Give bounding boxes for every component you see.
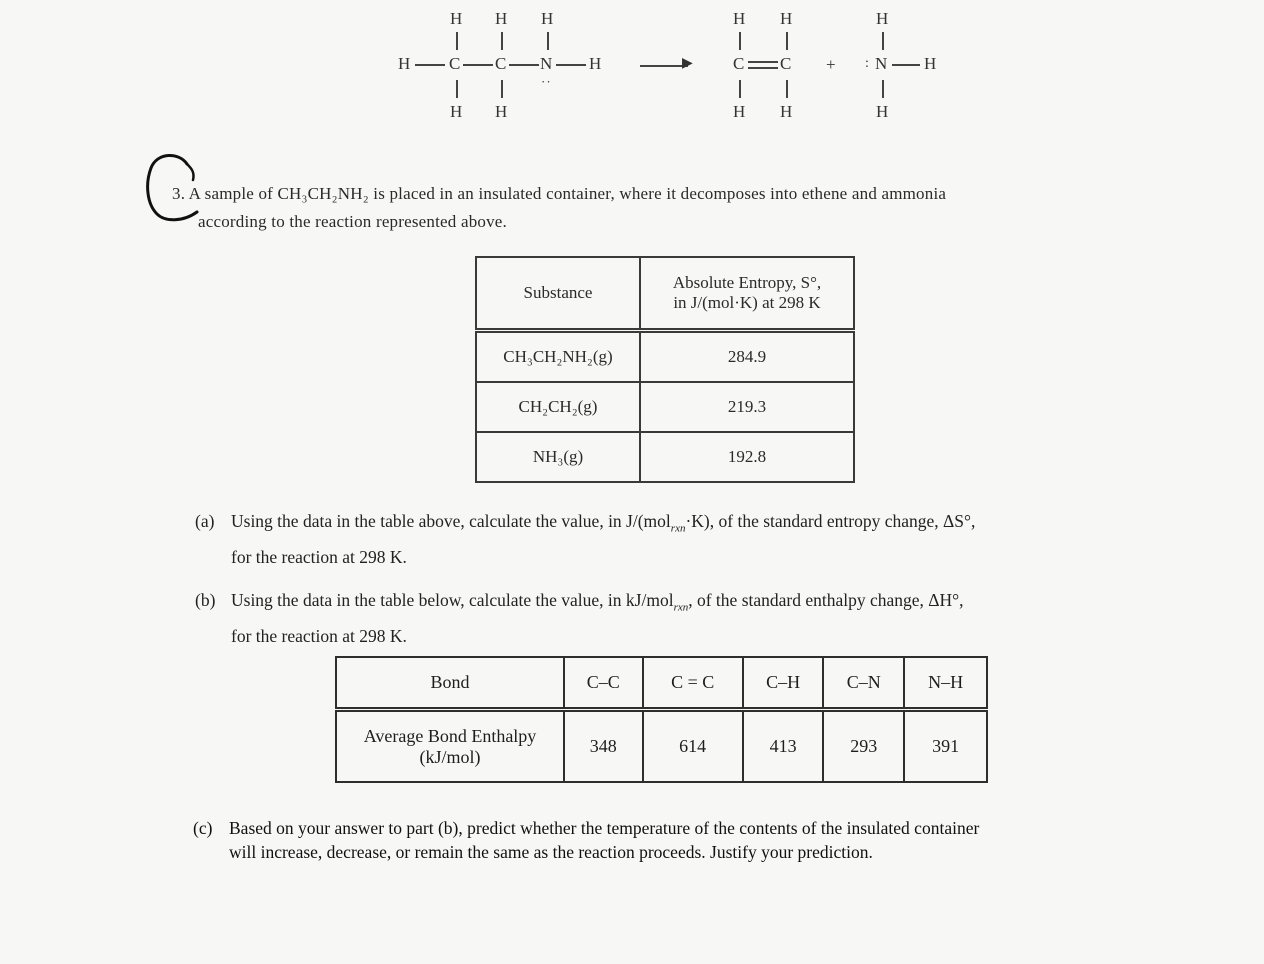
plus-sign: + (826, 55, 836, 74)
question-number: 3. (172, 184, 186, 203)
entropy-cell: 284.9 (640, 331, 854, 383)
part-a (195, 507, 1195, 571)
atom-h: H (495, 102, 508, 121)
table-row (476, 432, 854, 482)
atom-n: N (540, 54, 553, 73)
header-substance: Substance (476, 257, 640, 331)
substance-cell: NH₃(g) (476, 432, 640, 482)
atom-h: H (780, 102, 793, 121)
atom-c: C (780, 54, 792, 73)
enthalpy-cell: 293 (823, 710, 904, 783)
enthalpy-row-label (336, 710, 564, 783)
lone-pair: : (865, 56, 869, 71)
entropy-cell: 219.3 (640, 382, 854, 432)
part-c-line-1: Based on your answer to part (b), predict whether the temperature of the contents of the insulated container (229, 818, 980, 838)
atom-h: H (780, 9, 793, 28)
bond-cell: C–H (743, 657, 824, 710)
bond-cell: C = C (643, 657, 743, 710)
part-a-line-1: Using the data in the table above, calculate the value, in J/(mol (231, 511, 671, 531)
table-header-row (476, 257, 854, 331)
question-intro (172, 180, 1172, 236)
entropy-table (475, 256, 855, 483)
atom-h: H (589, 54, 602, 73)
part-a-line-2: for the reaction at 298 K. (231, 546, 407, 567)
question-line-2: according to the reaction represented above. (198, 212, 507, 231)
enthalpy-cell: 413 (743, 710, 824, 783)
part-b-subscript: rxn (673, 601, 689, 614)
atom-h: H (450, 102, 463, 121)
entropy-cell: 192.8 (640, 432, 854, 482)
table-row (476, 382, 854, 432)
part-b-line-1: Using the data in the table below, calculate the value, in kJ/mol (231, 590, 674, 610)
substance-cell: CH₃CH₂NH₂(g) (476, 331, 640, 383)
table-row (476, 331, 854, 383)
part-b (195, 586, 1195, 650)
part-a-line-1-end: ·K), of the standard entropy change, ΔS°, (685, 511, 976, 531)
atom-h: H (924, 54, 937, 73)
atom-h: H (876, 102, 889, 121)
atom-h: H (541, 9, 554, 28)
bond-enthalpy-table (335, 656, 988, 783)
part-b-label: (b) (195, 590, 216, 610)
enthalpy-cell: 391 (904, 710, 987, 783)
enthalpy-label-line-1: Average Bond Enthalpy (363, 725, 537, 746)
table-header-row (336, 657, 987, 710)
arrow-head-icon: ▶ (682, 56, 693, 71)
header-entropy-line-2: in J/(mol·K) at 298 K (673, 293, 821, 312)
atom-h: H (876, 9, 889, 28)
atom-h: H (733, 9, 746, 28)
part-a-label: (a) (195, 511, 215, 531)
atom-h: H (450, 9, 463, 28)
enthalpy-cell: 614 (643, 710, 743, 783)
atom-c: C (733, 54, 745, 73)
bond-cell: C–C (564, 657, 643, 710)
lone-pair: ·· (541, 74, 552, 89)
bond-cell: N–H (904, 657, 987, 710)
atom-h: H (733, 102, 746, 121)
part-b-line-1-end: , of the standard enthalpy change, ΔH°, (688, 590, 964, 610)
atom-c: C (495, 54, 507, 73)
part-c-line-2: will increase, decrease, or remain the same as the reaction proceeds. Justify your prediction. (229, 842, 873, 862)
enthalpy-label-line-2: (kJ/mol) (419, 746, 481, 767)
atom-h: H (495, 9, 508, 28)
header-entropy (640, 257, 854, 331)
atom-h: H (398, 54, 411, 73)
atom-c: C (449, 54, 461, 73)
enthalpy-cell: 348 (564, 710, 643, 783)
bond-row-label: Bond (336, 657, 564, 710)
substance-cell: CH₂CH₂(g) (476, 382, 640, 432)
part-c-label: (c) (193, 818, 213, 838)
part-a-subscript: rxn (670, 522, 686, 535)
part-c (193, 814, 1253, 866)
bond-cell: C–N (823, 657, 904, 710)
part-b-line-2: for the reaction at 298 K. (231, 625, 407, 646)
atom-n: N (875, 54, 888, 73)
header-entropy-line-1: Absolute Entropy, S°, (672, 273, 822, 292)
question-line-1: A sample of CH₃CH₂NH₂ is placed in an insulated container, where it decomposes into ethene and ammonia (188, 184, 947, 203)
table-row (336, 710, 987, 783)
